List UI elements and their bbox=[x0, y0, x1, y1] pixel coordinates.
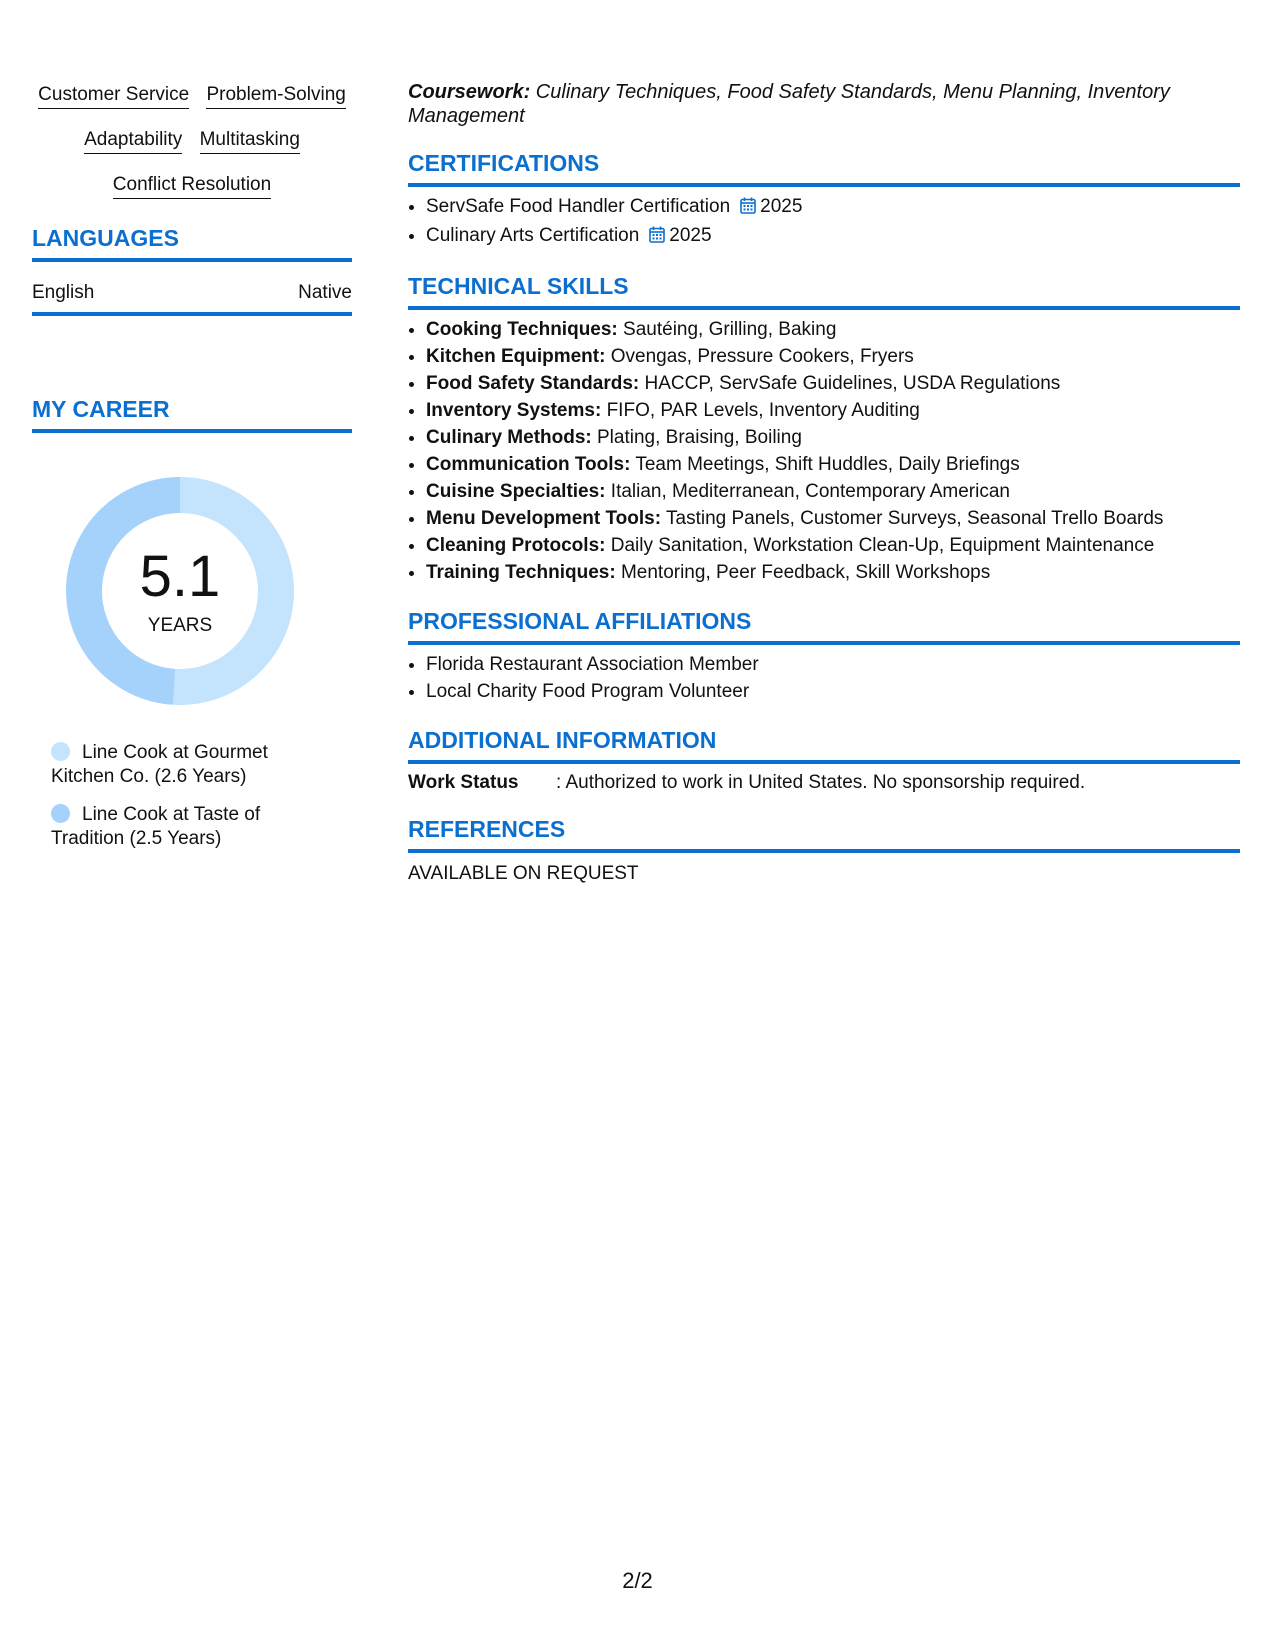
skill-values: Daily Sanitation, Workstation Clean-Up, Equipment Maintenance bbox=[605, 535, 1155, 556]
skill-category: Cuisine Specialties: bbox=[426, 481, 606, 502]
career-donut-chart bbox=[66, 477, 294, 705]
affiliations-list bbox=[408, 651, 1240, 705]
work-status-label: Work Status bbox=[408, 772, 519, 793]
technical-skill-item bbox=[426, 505, 1240, 532]
skill-category: Cooking Techniques: bbox=[426, 319, 618, 340]
career-total-value: 5.1 bbox=[139, 544, 221, 609]
skill-values: Team Meetings, Shift Huddles, Daily Briefings bbox=[630, 454, 1020, 475]
certification-item bbox=[426, 222, 1240, 251]
legend-label: Line Cook at Gourmet Kitchen Co. (2.6 Years) bbox=[51, 742, 268, 787]
skill-category: Training Techniques: bbox=[426, 562, 616, 583]
technical-skill-item bbox=[426, 370, 1240, 397]
technical-skill-item bbox=[426, 343, 1240, 370]
left-column bbox=[32, 84, 352, 865]
languages-heading: LANGUAGES bbox=[32, 225, 352, 262]
skill-values: Tasting Panels, Customer Surveys, Seasonal Trello Boards bbox=[661, 508, 1164, 529]
page-number: 2/2 bbox=[622, 1568, 653, 1593]
skill-tag: Conflict Resolution bbox=[113, 174, 271, 199]
coursework bbox=[408, 80, 1240, 128]
coursework-text: Culinary Techniques, Food Safety Standards, Menu Planning, Inventory Management bbox=[408, 81, 1170, 127]
skill-values: Ovengas, Pressure Cookers, Fryers bbox=[605, 346, 914, 367]
certifications-list bbox=[408, 193, 1240, 251]
skill-values: Mentoring, Peer Feedback, Skill Workshops bbox=[615, 562, 991, 583]
skill-row bbox=[32, 129, 352, 154]
work-status-row bbox=[408, 772, 1240, 794]
skill-category: Cleaning Protocols: bbox=[426, 535, 606, 556]
additional-info-heading: ADDITIONAL INFORMATION bbox=[408, 727, 1240, 764]
technical-skills-heading: TECHNICAL SKILLS bbox=[408, 273, 1240, 310]
references-heading: REFERENCES bbox=[408, 816, 1240, 853]
technical-skill-item bbox=[426, 397, 1240, 424]
work-status-value: : Authorized to work in United States. No sponsorship required. bbox=[556, 772, 1086, 793]
career-total-unit: YEARS bbox=[147, 615, 213, 636]
coursework-label: Coursework: bbox=[408, 81, 531, 103]
certification-item bbox=[426, 193, 1240, 222]
legend-dot bbox=[51, 742, 70, 761]
skill-tag: Problem-Solving bbox=[206, 84, 345, 109]
affiliation-item: • Florida Restaurant Association Member bbox=[426, 651, 1240, 678]
skill-category: Culinary Methods: bbox=[426, 427, 592, 448]
skill-values: HACCP, ServSafe Guidelines, USDA Regulations bbox=[639, 373, 1061, 394]
calendar-icon bbox=[649, 224, 665, 251]
technical-skills-list bbox=[408, 316, 1240, 586]
certification-year: 2025 bbox=[669, 225, 712, 246]
certification-name: ServSafe Food Handler Certification bbox=[426, 196, 731, 217]
career-heading: MY CAREER bbox=[32, 396, 352, 433]
skill-tag: Customer Service bbox=[38, 84, 189, 109]
legend-item bbox=[51, 741, 291, 789]
legend-item bbox=[51, 803, 291, 851]
technical-skill-item bbox=[426, 316, 1240, 343]
career-legend bbox=[51, 741, 352, 851]
certification-year: 2025 bbox=[760, 196, 803, 217]
skill-category: Inventory Systems: bbox=[426, 400, 602, 421]
skills-tags bbox=[32, 84, 352, 199]
legend-label: Line Cook at Taste of Tradition (2.5 Years) bbox=[51, 804, 261, 849]
references-text: AVAILABLE ON REQUEST bbox=[408, 863, 639, 884]
legend-dot bbox=[51, 804, 70, 823]
language-name: English bbox=[32, 282, 95, 303]
skill-values: Plating, Braising, Boiling bbox=[591, 427, 802, 448]
skill-tag: Adaptability bbox=[84, 129, 182, 154]
affiliation-item: • Local Charity Food Program Volunteer bbox=[426, 678, 1240, 705]
technical-skill-item bbox=[426, 451, 1240, 478]
right-column bbox=[408, 80, 1240, 885]
technical-skill-item bbox=[426, 559, 1240, 586]
technical-skill-item bbox=[426, 478, 1240, 505]
language-level: Native bbox=[298, 282, 352, 303]
skill-values: Sautéing, Grilling, Baking bbox=[617, 319, 837, 340]
certification-name: Culinary Arts Certification bbox=[426, 225, 640, 246]
skill-category: Food Safety Standards: bbox=[426, 373, 640, 394]
technical-skill-item bbox=[426, 424, 1240, 451]
skill-row bbox=[32, 174, 352, 199]
skill-category: Menu Development Tools: bbox=[426, 508, 662, 529]
language-row bbox=[32, 262, 352, 316]
technical-skill-item bbox=[426, 532, 1240, 559]
skill-category: Kitchen Equipment: bbox=[426, 346, 606, 367]
calendar-icon bbox=[740, 195, 756, 222]
affiliations-heading: PROFESSIONAL AFFILIATIONS bbox=[408, 608, 1240, 645]
skill-values: Italian, Mediterranean, Contemporary American bbox=[605, 481, 1010, 502]
skill-row bbox=[32, 84, 352, 109]
skill-category: Communication Tools: bbox=[426, 454, 631, 475]
skill-tag: Multitasking bbox=[200, 129, 300, 154]
skill-values: FIFO, PAR Levels, Inventory Auditing bbox=[601, 400, 920, 421]
certifications-heading: CERTIFICATIONS bbox=[408, 150, 1240, 187]
